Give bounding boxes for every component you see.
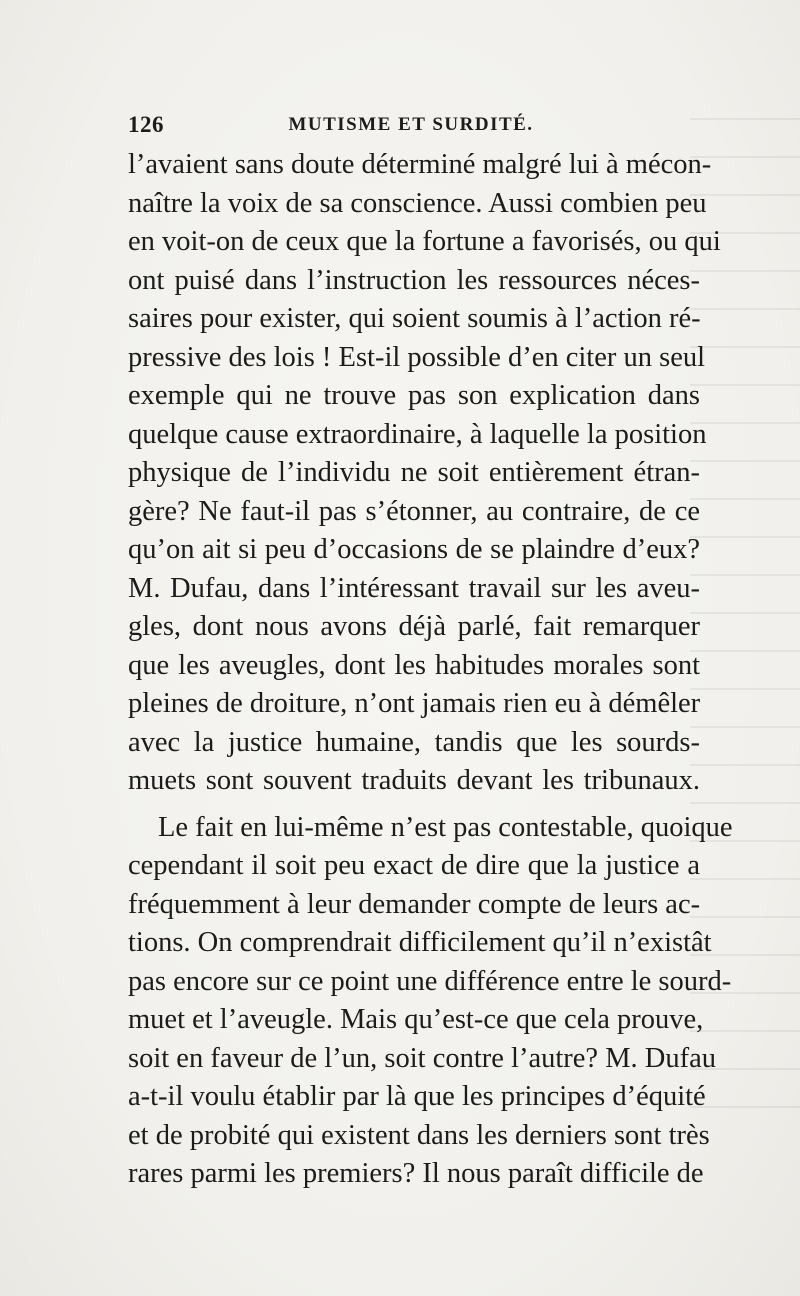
text-line: en voit-on de ceux que la fortune a favorisés, ou qui [128, 226, 721, 257]
text-line: cependant il soit peu exact de dire que la justice a [128, 850, 700, 881]
text-line: pleines de droiture, n’ont jamais rien eu à démêler [128, 688, 701, 719]
text-line: ont puisé dans l’instruction les ressources néces- [128, 264, 700, 296]
text-line: que les aveugles, dont les habitudes morales sont [128, 649, 700, 681]
text-line: a-t-il voulu établir par là que les principes d’équité [128, 1081, 706, 1112]
text-line: soit en faveur de l’un, soit contre l’autre? M. Dufau [128, 1042, 717, 1074]
text-line: quelque cause extraordinaire, à laquelle la position [128, 418, 707, 450]
paragraph-1 [128, 146, 721, 801]
text-line: rares parmi les premiers? Il nous paraît difficile de [128, 1158, 704, 1189]
running-head: MUTISME ET SURDITÉ. [288, 114, 534, 135]
text-line: physique de l’individu ne soit entièrement étran- [128, 457, 700, 488]
text-line: qu’on ait si peu d’occasions de se plaindre d’eux? [128, 534, 700, 565]
text-line: fréquemment à leur demander compte de leurs ac- [128, 888, 701, 920]
page-header [128, 112, 696, 142]
text-line: muets sont souvent traduits devant les tribunaux. [128, 765, 700, 796]
text-line: M. Dufau, dans l’intéressant travail sur les aveu- [128, 572, 700, 604]
text-line: avec la justice humaine, tandis que les sourds- [128, 726, 700, 758]
text-line: gère? Ne faut-il pas s’étonner, au contraire, de ce [128, 495, 700, 527]
text-line: tions. On comprendrait difficilement qu’il n’existât [128, 927, 712, 958]
body-text [128, 146, 733, 1194]
paragraph-2 [128, 809, 733, 1194]
text-line: et de probité qui existent dans les derniers sont très [128, 1119, 710, 1151]
text-line: pas encore sur ce point une différence entre le sourd- [128, 965, 732, 997]
text-line: naître la voix de sa conscience. Aussi combien peu [128, 187, 707, 219]
page-number: 126 [128, 112, 164, 137]
text-line: saires pour exister, qui soient soumis à l’action ré- [128, 303, 701, 334]
text-line: exemple qui ne trouve pas son explication dans [128, 380, 700, 411]
text-line: Le fait en lui-même n’est pas contestable, quoique [158, 811, 733, 843]
text-line: muet et l’aveugle. Mais qu’est-ce que cela prouve, [128, 1004, 704, 1035]
text-line: l’avaient sans doute déterminé malgré lui à mécon- [128, 149, 712, 180]
text-line: pressive des lois ! Est-il possible d’en citer un seul [128, 341, 706, 373]
text-line: gles, dont nous avons déjà parlé, fait remarquer [128, 611, 700, 642]
